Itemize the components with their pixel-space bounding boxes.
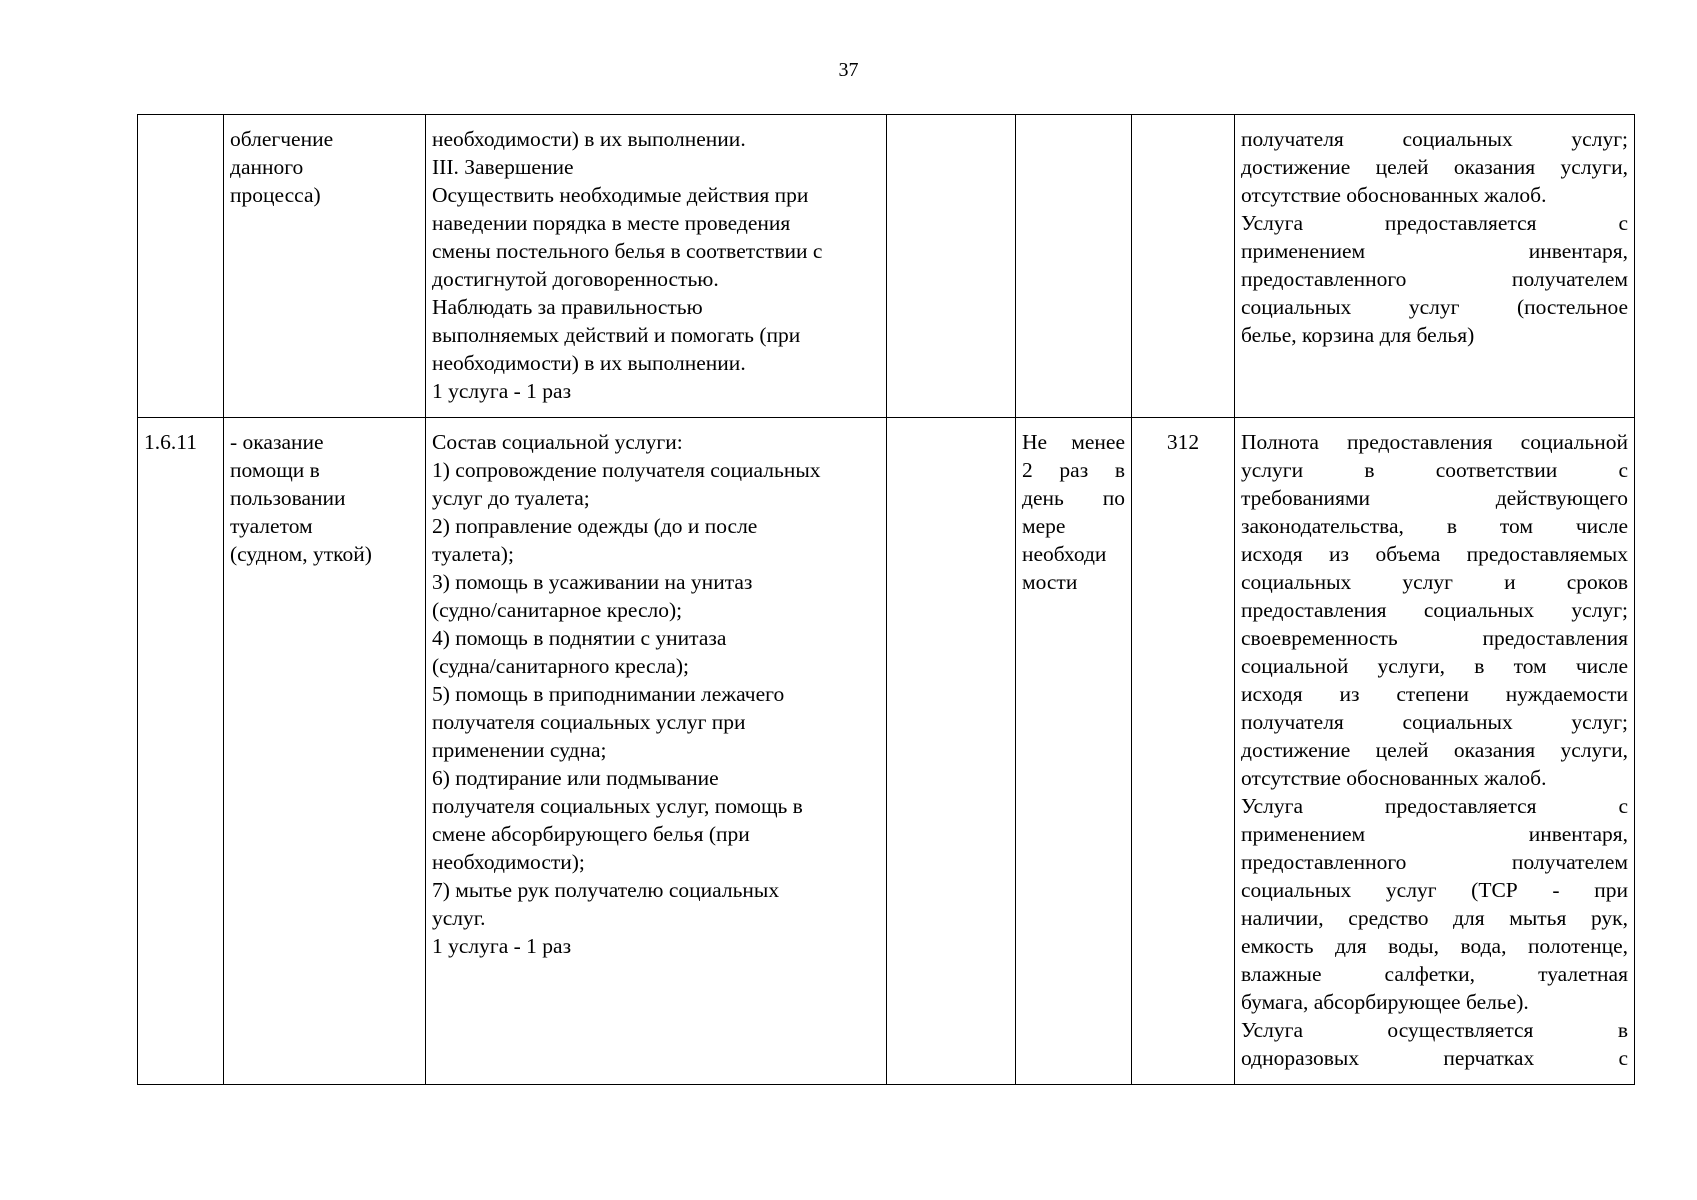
service-description-line: 7) мытье рук получателю социальных xyxy=(432,878,780,902)
service-quality-line: получателя социальных услуг; xyxy=(1241,710,1628,734)
service-quality-line: законодательства, в том числе xyxy=(1241,514,1628,538)
service-quality-line: исходя из объема предоставляемых xyxy=(1241,542,1628,566)
service-volume-cell xyxy=(1132,418,1235,1085)
service-frequency-cell xyxy=(1016,418,1132,1085)
service-volume-cell xyxy=(1132,115,1235,418)
service-description-line: III. Завершение xyxy=(432,155,574,179)
service-number: 1.6.11 xyxy=(144,430,197,454)
page-number: 37 xyxy=(838,59,859,81)
service-quality-line: достижение целей оказания услуги, xyxy=(1241,155,1628,179)
service-quality-line: Услуга предоставляется с xyxy=(1241,211,1628,235)
service-quality-cell xyxy=(1235,115,1635,418)
service-description-line: необходимости); xyxy=(432,850,585,874)
service-frequency-line: 2 раз в xyxy=(1022,458,1125,482)
service-quality-line: Полнота предоставления социальной xyxy=(1241,430,1628,454)
service-quality-line: получателя социальных услуг; xyxy=(1241,127,1628,151)
service-name-line: процесса) xyxy=(230,183,321,207)
service-quality-line: емкость для воды, вода, полотенце, xyxy=(1241,934,1628,958)
service-description-line: (судна/санитарного кресла); xyxy=(432,654,689,678)
service-quality-line: бумага, абсорбирующее белье). xyxy=(1241,990,1529,1014)
service-quality-line: достижение целей оказания услуги, xyxy=(1241,738,1628,762)
service-quality-line: социальных услуг и сроков xyxy=(1241,570,1628,594)
service-volume: 312 xyxy=(1166,430,1200,454)
service-number-cell xyxy=(138,115,224,418)
service-quality-line: влажные салфетки, туалетная xyxy=(1241,962,1628,986)
service-name-cell xyxy=(224,418,426,1085)
service-description-line: получателя социальных услуг при xyxy=(432,710,746,734)
service-quality-line: применением инвентаря, xyxy=(1241,822,1628,846)
service-description-line: услуг до туалета; xyxy=(432,486,590,510)
service-description-line: Наблюдать за правильностью xyxy=(432,295,703,319)
service-quality-line: предоставленного получателем xyxy=(1241,267,1628,291)
service-name-line: облегчение xyxy=(230,127,334,151)
service-description-line: услуг. xyxy=(432,906,486,930)
service-description-line: необходимости) в их выполнении. xyxy=(432,127,746,151)
service-quality-line: предоставленного получателем xyxy=(1241,850,1628,874)
service-quality-line: белье, корзина для белья) xyxy=(1241,323,1475,347)
service-frequency-cell xyxy=(1016,115,1132,418)
service-description-line: 1 услуга - 1 раз xyxy=(432,934,572,958)
service-quality-line: Услуга осуществляется в xyxy=(1241,1018,1628,1042)
service-description-line: выполняемых действий и помогать (при xyxy=(432,323,801,347)
service-name-line: (судном, уткой) xyxy=(230,542,372,566)
service-name-line: помощи в xyxy=(230,458,320,482)
service-quality-line: наличии, средство для мытья рук, xyxy=(1241,906,1628,930)
service-quality-line: социальных услуг (постельное xyxy=(1241,295,1628,319)
service-description-line: достигнутой договоренностью. xyxy=(432,267,719,291)
service-name-cell xyxy=(224,115,426,418)
service-name-line: - оказание xyxy=(230,430,324,454)
service-description-line: смены постельного белья в соответствии с xyxy=(432,239,823,263)
service-number-cell xyxy=(138,418,224,1085)
service-description-line: туалета); xyxy=(432,542,514,566)
service-description-line: получателя социальных услуг, помощь в xyxy=(432,794,803,818)
service-quality-line: предоставления социальных услуг; xyxy=(1241,598,1628,622)
service-quality-line: одноразовых перчатках с xyxy=(1241,1046,1628,1070)
service-quality-line: социальной услуги, в том числе xyxy=(1241,654,1628,678)
service-description-line: 3) помощь в усаживании на унитаз xyxy=(432,570,753,594)
service-quality-line: отсутствие обоснованных жалоб. xyxy=(1241,183,1547,207)
service-frequency-line: Не менее xyxy=(1022,430,1125,454)
service-description-line: 2) поправление одежды (до и после xyxy=(432,514,758,538)
service-description-line: 1 услуга - 1 раз xyxy=(432,379,572,403)
service-description-line: 6) подтирание или подмывание xyxy=(432,766,719,790)
services-table xyxy=(137,114,1635,1085)
service-frequency-line: мере xyxy=(1022,514,1066,538)
service-quality-line: применением инвентаря, xyxy=(1241,239,1628,263)
table-row xyxy=(138,418,1635,1085)
service-description-line: наведении порядка в месте проведения xyxy=(432,211,791,235)
service-quality-line: услуги в соответствии с xyxy=(1241,458,1628,482)
table-row xyxy=(138,115,1635,418)
service-quality-line: своевременность предоставления xyxy=(1241,626,1628,650)
service-description-line: Состав социальной услуги: xyxy=(432,430,683,454)
service-frequency-line: необходи xyxy=(1022,542,1107,566)
service-frequency-line: мости xyxy=(1022,570,1078,594)
service-description-line: 4) помощь в поднятии с унитаза xyxy=(432,626,727,650)
service-description-cell xyxy=(426,418,887,1085)
service-quality-line: требованиями действующего xyxy=(1241,486,1628,510)
service-description-line: 1) сопровождение получателя социальных xyxy=(432,458,821,482)
service-frequency-line: день по xyxy=(1022,486,1125,510)
service-description-line: смене абсорбирующего белья (при xyxy=(432,822,750,846)
service-name-line: пользовании xyxy=(230,486,346,510)
service-description-line: (судно/санитарное кресло); xyxy=(432,598,683,622)
service-description-line: применении судна; xyxy=(432,738,607,762)
service-description-line: необходимости) в их выполнении. xyxy=(432,351,746,375)
service-description-line: 5) помощь в приподнимании лежачего xyxy=(432,682,785,706)
service-quality-line: социальных услуг (ТСР - при xyxy=(1241,878,1628,902)
service-description-cell xyxy=(426,115,887,418)
service-name-line: данного xyxy=(230,155,304,179)
service-description-line: Осуществить необходимые действия при xyxy=(432,183,809,207)
service-quality-line: исходя из степени нуждаемости xyxy=(1241,682,1628,706)
service-quality-line: Услуга предоставляется с xyxy=(1241,794,1628,818)
service-name-line: туалетом xyxy=(230,514,313,538)
empty-cell xyxy=(887,418,1016,1085)
service-quality-line: отсутствие обоснованных жалоб. xyxy=(1241,766,1547,790)
service-quality-cell xyxy=(1235,418,1635,1085)
empty-cell xyxy=(887,115,1016,418)
